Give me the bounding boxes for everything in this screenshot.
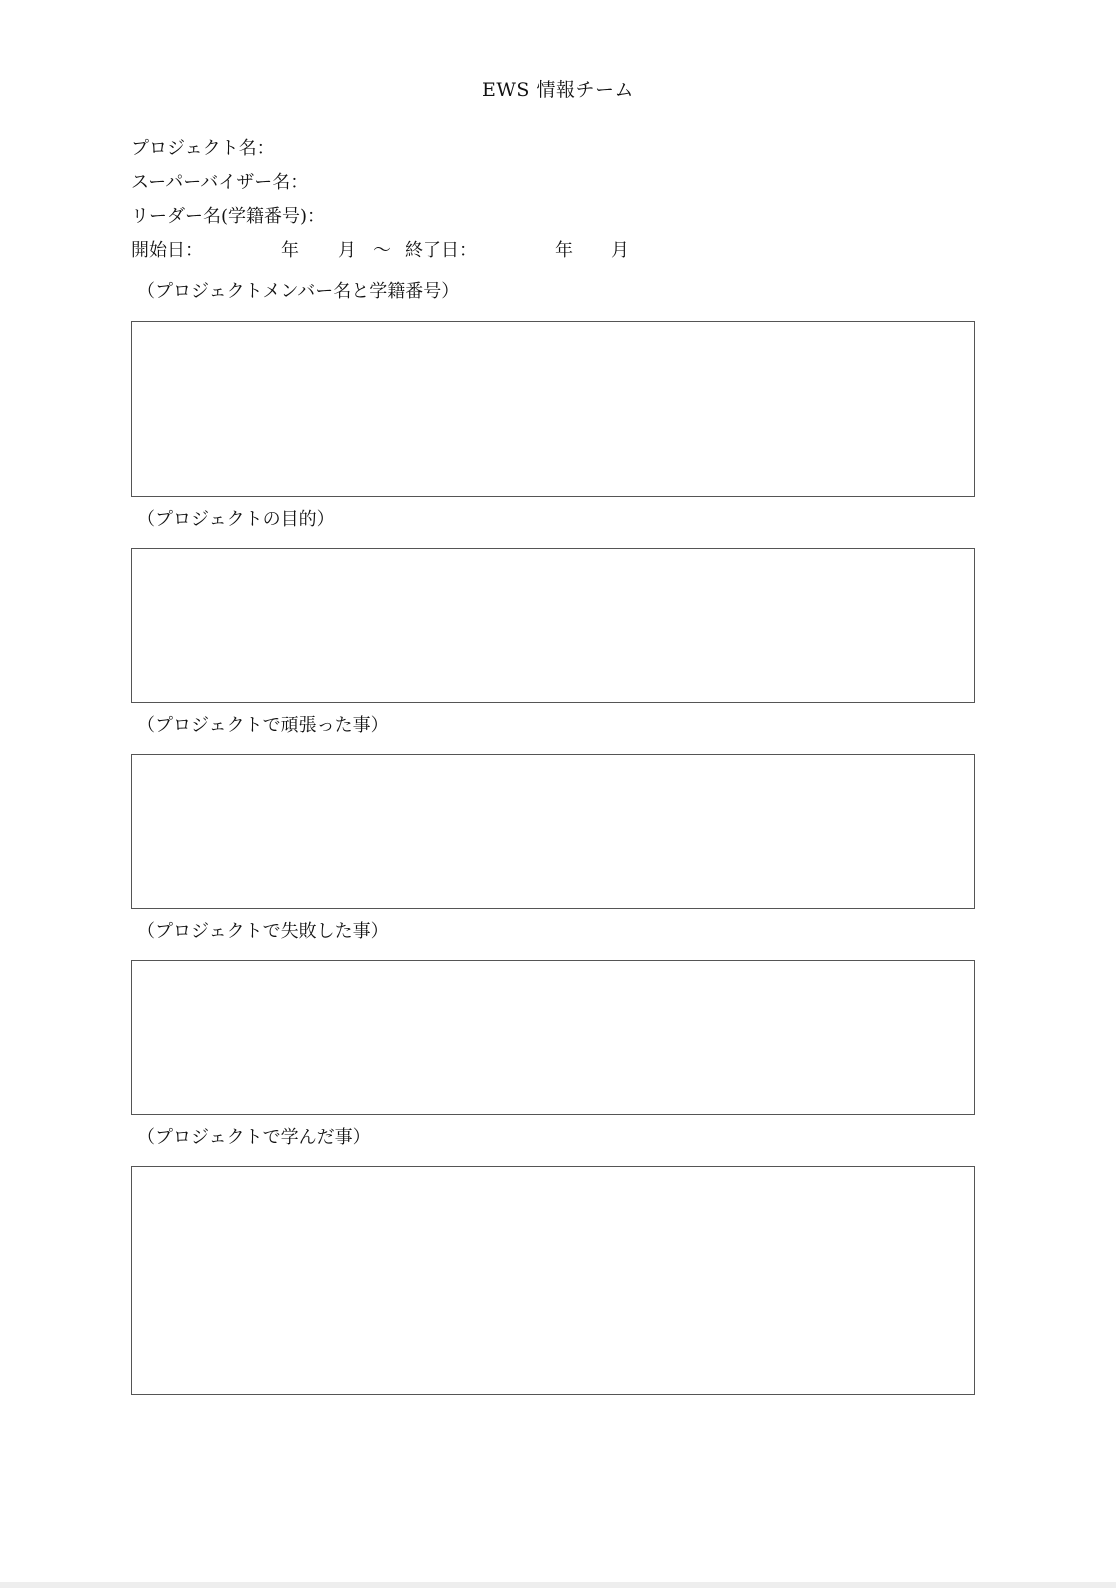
purpose-input-box[interactable]	[131, 548, 975, 703]
learnings-input-box[interactable]	[131, 1166, 975, 1395]
end-year-unit: 年	[555, 240, 573, 261]
supervisor-name-label: スーパーバイザー名：	[131, 172, 309, 193]
project-name-label: プロジェクト名：	[131, 138, 275, 159]
start-date-label: 開始日：	[131, 240, 203, 261]
efforts-input-box[interactable]	[131, 754, 975, 909]
efforts-section-label: （プロジェクトで頑張った事）	[137, 715, 389, 736]
members-input-box[interactable]	[131, 321, 975, 497]
page-bottom-edge	[0, 1582, 1116, 1588]
document-title: EWS 情報チーム	[482, 79, 634, 101]
leader-name-field[interactable]	[131, 205, 325, 229]
end-date-label: 終了日：	[405, 240, 477, 261]
failures-section-label: （プロジェクトで失敗した事）	[137, 921, 389, 942]
end-month-unit: 月	[611, 240, 629, 261]
learnings-section-label: （プロジェクトで学んだ事）	[137, 1127, 371, 1148]
failures-input-box[interactable]	[131, 960, 975, 1115]
start-month-unit: 月	[338, 240, 356, 261]
leader-name-label: リーダー名(学籍番号)：	[131, 206, 326, 227]
period-tilde: ～	[373, 240, 391, 261]
project-name-field[interactable]	[131, 137, 275, 161]
purpose-section-label: （プロジェクトの目的）	[137, 509, 335, 530]
supervisor-name-field[interactable]	[131, 171, 308, 195]
start-year-unit: 年	[281, 240, 299, 261]
members-section-label: （プロジェクトメンバー名と学籍番号）	[137, 281, 460, 302]
period-field[interactable]	[131, 239, 731, 263]
